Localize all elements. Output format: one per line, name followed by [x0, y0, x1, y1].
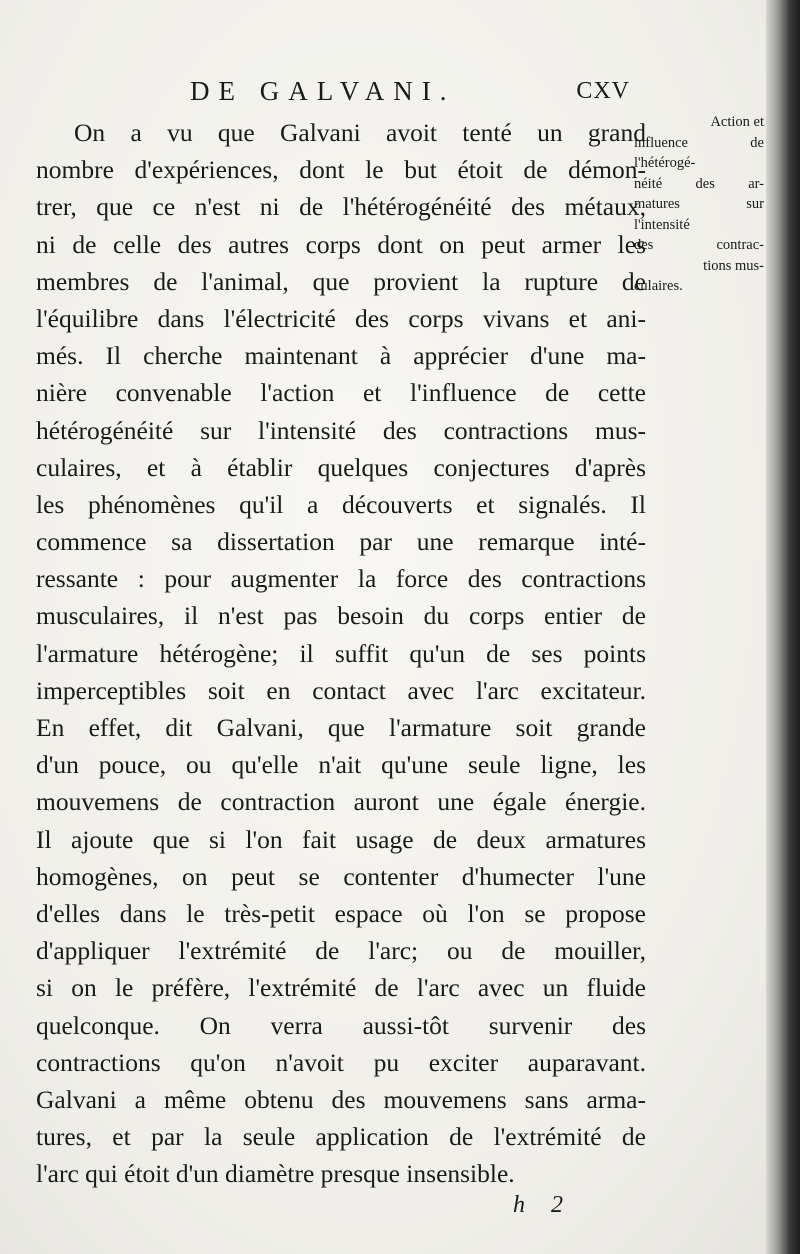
text-line: musculaires, il n'est pas besoin du corps entier de — [36, 601, 646, 631]
text-line: si on le préfère, l'extrémité de l'arc avec un fluide — [36, 973, 646, 1003]
text-line: nombre d'expériences, dont le but étoit de démon- — [36, 155, 646, 185]
running-head — [190, 76, 630, 112]
margin-note-line: matures sur — [634, 196, 764, 212]
text-line: commence sa dissertation par une remarque inté- — [36, 527, 646, 557]
text-line: ni de celle des autres corps dont on peut armer les — [36, 229, 646, 259]
book-binding-edge — [766, 0, 800, 1254]
text-line: l'armature hétérogène; il suffit qu'un de ses points — [36, 638, 646, 668]
margin-note-line: influence de — [634, 134, 764, 151]
page-number: CXV — [576, 78, 630, 104]
main-paragraph — [36, 114, 646, 1192]
margin-note-line: des contrac- — [634, 237, 764, 253]
text-line: culaires, et à établir quelques conjectures d'après — [36, 452, 646, 482]
running-head-title: DE GALVANI. — [190, 76, 456, 106]
text-line: d'elles dans le très-petit espace où l'on se propose — [36, 898, 646, 928]
margin-note-line: tions mus- — [703, 257, 764, 274]
text-line: l'équilibre dans l'électricité des corps vivans et ani- — [36, 303, 646, 333]
margin-note-line: néité des ar- — [634, 175, 764, 192]
text-line: nière convenable l'action et l'influence de cette — [36, 378, 646, 408]
text-line: trer, que ce n'est ni de l'hétérogénéité des métaux, — [36, 192, 646, 222]
text-line: tures, et par la seule application de l'extrémité de — [36, 1122, 646, 1152]
text-line: més. Il cherche maintenant à apprécier d'une ma- — [36, 341, 646, 371]
margin-note-line: Action et — [710, 114, 764, 130]
text-line: mouvemens de contraction auront une égale énergie. — [36, 787, 646, 817]
text-line: hétérogénéité sur l'intensité des contractions mus- — [36, 415, 646, 445]
signature-mark: h 2 — [513, 1192, 573, 1218]
text-line: quelconque. On verra aussi-tôt survenir des — [36, 1010, 646, 1040]
margin-note — [634, 112, 764, 297]
text-line: En effet, dit Galvani, que l'armature soit grande — [36, 713, 646, 742]
margin-note-line: culaires. — [634, 278, 683, 294]
text-line: Galvani a même obtenu des mouvemens sans arma- — [36, 1084, 646, 1114]
text-line: homogènes, on peut se contenter d'humecter l'une — [36, 861, 646, 891]
text-line: On a vu que Galvani avoit tenté un grand — [74, 118, 646, 147]
margin-note-line: l'hétérogé- — [634, 155, 696, 171]
text-line: d'un pouce, ou qu'elle n'ait qu'une seule ligne, les — [36, 750, 646, 780]
text-line: contractions qu'on n'avoit pu exciter auparavant. — [36, 1047, 646, 1077]
text-line: les phénomènes qu'il a découverts et signalés. Il — [36, 489, 646, 519]
text-line: ressante : pour augmenter la force des contractions — [36, 564, 646, 594]
text-line: membres de l'animal, que provient la rupture de — [36, 266, 646, 296]
margin-note-line: l'intensité — [634, 216, 690, 233]
text-line: d'appliquer l'extrémité de l'arc; ou de mouiller, — [36, 936, 646, 966]
text-line: l'arc qui étoit d'un diamètre presque insensible. — [36, 1159, 515, 1189]
text-line: imperceptibles soit en contact avec l'arc excitateur. — [36, 675, 646, 705]
text-line: Il ajoute que si l'on fait usage de deux armatures — [36, 824, 646, 854]
